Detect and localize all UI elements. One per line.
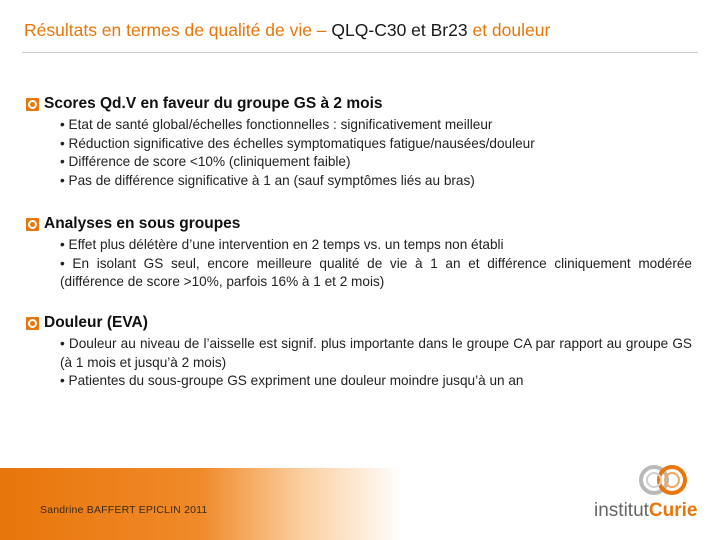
- section-items: [60, 335, 692, 391]
- list-item: • Douleur au niveau de l’aisselle est signif. plus importante dans le groupe CA par rapport au groupe GS (à 1 mois et jusqu’à 2 mois): [60, 336, 692, 370]
- logo-wordmark: [594, 500, 698, 522]
- section-qdv-scores: [26, 95, 535, 190]
- list-item: • Effet plus délétère d’une intervention en 2 temps vs. un temps non établi: [60, 237, 504, 252]
- logo-text-bold: Curie: [648, 500, 698, 521]
- logo-rings-icon: [638, 462, 692, 498]
- bullet-q-icon: [26, 218, 39, 231]
- section-items: [60, 236, 692, 292]
- title-part-3: et douleur: [467, 20, 551, 40]
- list-item: • Différence de score <10% (cliniquement faible): [60, 154, 351, 170]
- list-item: • Réduction significative des échelles symptomatiques fatigue/nausées/douleur: [60, 135, 535, 151]
- section-items: [60, 116, 535, 190]
- section-heading: [26, 314, 692, 332]
- list-item: • Patientes du sous-groupe GS expriment une douleur moindre jusqu’à un an: [60, 373, 524, 389]
- footer-credit: Sandrine BAFFERT EPICLIN 2011: [40, 504, 208, 516]
- logo-text-plain: institut: [594, 500, 649, 521]
- section-heading: [26, 95, 535, 113]
- slide-title: [24, 20, 550, 41]
- list-item: • En isolant GS seul, encore meilleure qualité de vie à 1 an et différence cliniquement modérée (différence de score >10%, parfois 16% à 1 et 2 mois): [60, 255, 692, 290]
- title-part-2: QLQ-C30 et Br23: [326, 20, 468, 40]
- section-heading-text: Douleur (EVA): [44, 314, 148, 331]
- section-subgroup-analyses: [26, 215, 692, 292]
- bullet-q-icon: [26, 317, 39, 330]
- list-item: • Etat de santé global/échelles fonctionnelles : significativement meilleur: [60, 117, 493, 132]
- institut-curie-logo: [594, 462, 704, 526]
- title-part-1: Résultats en termes de qualité de vie –: [24, 20, 327, 40]
- title-divider: [22, 52, 698, 53]
- section-heading: [26, 215, 692, 233]
- list-item: • Pas de différence significative à 1 an (sauf symptômes liés au bras): [60, 172, 475, 188]
- section-pain: [26, 314, 692, 391]
- section-heading-text: Analyses en sous groupes: [44, 215, 241, 232]
- section-heading-text: Scores Qd.V en faveur du groupe GS à 2 mois: [44, 95, 383, 112]
- bullet-q-icon: [26, 98, 39, 111]
